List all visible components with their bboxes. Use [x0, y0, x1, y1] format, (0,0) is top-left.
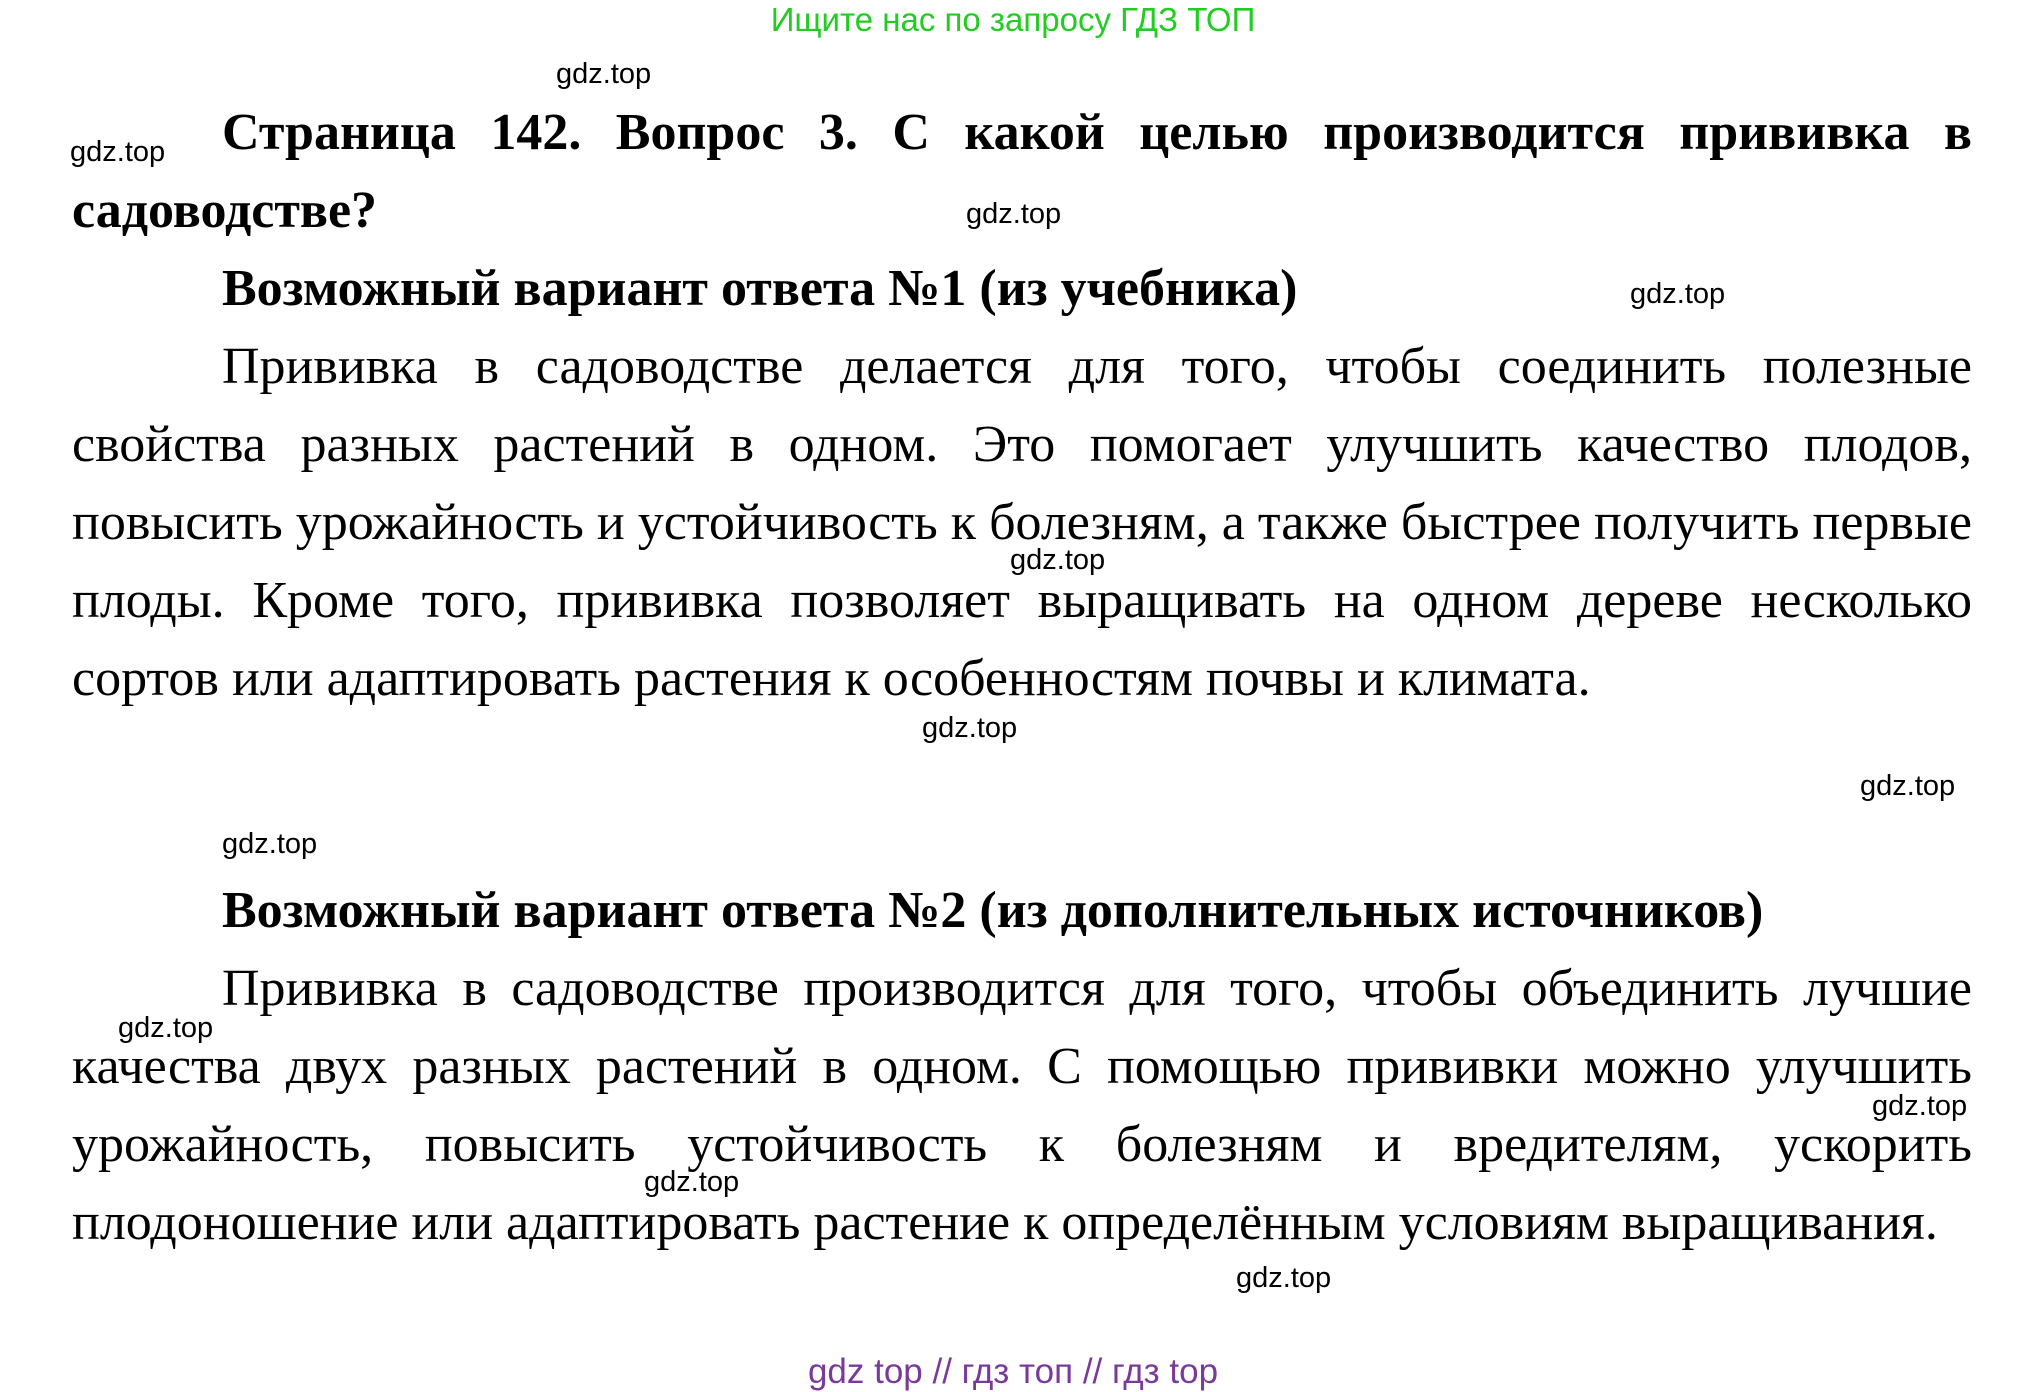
watermark: gdz.top — [1010, 544, 1106, 576]
answer-1-heading: Возможный вариант ответа №1 (из учебника) — [222, 260, 1298, 317]
watermark: gdz.top — [1872, 1090, 1968, 1122]
watermark: gdz.top — [70, 136, 166, 168]
watermark: gdz.top — [644, 1166, 740, 1198]
footer-banner[interactable]: gdz top // гдз топ // гдз top — [807, 1352, 1219, 1391]
watermark: gdz.top — [966, 198, 1062, 230]
answer-2-heading: Возможный вариант ответа №2 (из дополнительных источников) — [222, 882, 1764, 939]
watermark: gdz.top — [556, 58, 652, 90]
answer-2-text: Прививка в садоводстве производится для того, чтобы объединить лучшие качества двух разных растений в одном. С помощью прививки можно улучшить урожайность, повысить устойчивость к болезням и вредителям, ускорить плодоношение или адаптировать растение к определённым условиям выращивания. — [72, 960, 1972, 1251]
watermark: gdz.top — [118, 1012, 214, 1044]
watermark: gdz.top — [222, 828, 318, 860]
watermark: gdz.top — [1630, 278, 1726, 310]
question-title: Страница 142. Вопрос 3. С какой целью производится прививка в садоводстве? — [72, 104, 1972, 239]
watermark: gdz.top — [922, 712, 1018, 744]
watermark: gdz.top — [1860, 770, 1956, 802]
watermark: gdz.top — [1236, 1262, 1332, 1294]
search-banner[interactable]: Ищите нас по запросу ГДЗ ТОП — [770, 1, 1256, 38]
answer-1-text: Прививка в садоводстве делается для того, чтобы соединить полезные свойства разных растений в одном. Это помогает улучшить качество плодов, повысить урожайность и устойчивость к болезням, а также быстрее получить первые плоды. Кроме того, прививка позволяет выращивать на одном дереве несколько сортов или адаптировать растения к особенностям почвы и климата. — [72, 338, 1972, 707]
